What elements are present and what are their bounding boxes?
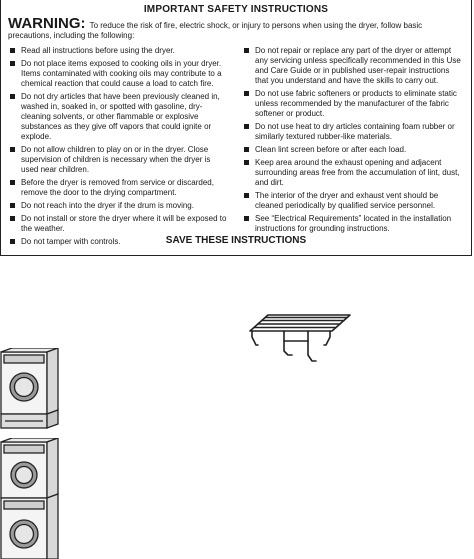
instruction-text: Do not dry articles that have been previously cleaned in, washed in, soaked in, or spotted with gasoline, dry-cleaning solvents, or other flammable or explosive substances as they give off vapors that could ignite or explode. (21, 92, 220, 141)
pedestal-dryer-illustration (0, 348, 62, 430)
square-bullet-icon (244, 193, 249, 198)
instruction-item (242, 46, 464, 86)
square-bullet-icon (10, 147, 15, 152)
square-bullet-icon (244, 147, 249, 152)
instruction-item (242, 158, 464, 188)
instruction-text: Do not allow children to play on or in the dryer. Close supervision of children is necessary when the dryer is used near children. (21, 145, 211, 174)
instruction-item (8, 214, 228, 234)
instruction-text: See “Electrical Requirements” located in the installation instructions for grounding instructions. (255, 214, 452, 233)
left-column (8, 46, 236, 250)
instruction-text: The interior of the dryer and exhaust vent should be cleaned periodically by qualified service personnel. (255, 191, 439, 210)
instruction-text: Do not install or store the dryer where it will be exposed to the weather. (21, 214, 227, 233)
instruction-text: Do not use fabric softeners or products to eliminate static unless recommended by the manufacturer of the fabric softener or product. (255, 89, 457, 118)
square-bullet-icon (10, 216, 15, 221)
instruction-item (8, 46, 228, 56)
square-bullet-icon (244, 48, 249, 53)
instruction-item (8, 201, 228, 211)
warning-text: To reduce the risk of fire, electric shock, or injury to persons when using the dryer, follow basic precautions, including the following: (8, 21, 423, 40)
save-instructions-heading: SAVE THESE INSTRUCTIONS (165, 235, 307, 246)
left-instruction-list (8, 46, 228, 247)
right-instruction-list (242, 46, 464, 234)
square-bullet-icon (10, 180, 15, 185)
instruction-text: Keep area around the exhaust opening and adjacent surrounding areas free from the accumulation of lint, dust, and dirt. (255, 158, 460, 187)
safety-instructions-box (0, 0, 472, 256)
right-column (236, 46, 464, 250)
instruction-text: Do not use heat to dry articles containing foam rubber or similarly textured rubber-like materials. (255, 122, 455, 141)
square-bullet-icon (244, 160, 249, 165)
square-bullet-icon (10, 61, 15, 66)
instruction-item (242, 214, 464, 234)
instruction-text: Do not tamper with controls. (21, 237, 121, 246)
safety-title: IMPORTANT SAFETY INSTRUCTIONS (143, 4, 329, 15)
drying-rack-illustration (246, 311, 354, 365)
instruction-item (242, 191, 464, 211)
instruction-item (242, 145, 464, 155)
instruction-text: Do not reach into the dryer if the drum is moving. (21, 201, 194, 210)
square-bullet-icon (10, 203, 15, 208)
square-bullet-icon (244, 91, 249, 96)
square-bullet-icon (244, 124, 249, 129)
instruction-columns (8, 46, 464, 250)
square-bullet-icon (244, 216, 249, 221)
instruction-text: Do not place items exposed to cooking oils in your dryer. Items contaminated with cooking oils may contribute to a chemical reaction that could cause a load to catch fire. (21, 59, 222, 88)
instruction-item (8, 92, 228, 142)
instruction-text: Clean lint screen before or after each load. (255, 145, 407, 154)
warning-label: WARNING: (8, 15, 86, 32)
square-bullet-icon (10, 94, 15, 99)
instruction-text: Read all instructions before using the dryer. (21, 46, 175, 55)
instruction-item (8, 178, 228, 198)
warning-paragraph (8, 17, 464, 41)
square-bullet-icon (10, 48, 15, 53)
stacked-dryer-illustration (0, 438, 62, 559)
instruction-text: Before the dryer is removed from service or discarded, remove the door to the drying compartment. (21, 178, 214, 197)
instruction-item (242, 122, 464, 142)
instruction-item (8, 145, 228, 175)
instruction-text: Do not repair or replace any part of the dryer or attempt any servicing unless specifically recommended in this Use and Care Guide or in published user-repair instructions that you understand and have the skills to carry out. (255, 46, 461, 85)
instruction-item (8, 59, 228, 89)
instruction-item (242, 89, 464, 119)
